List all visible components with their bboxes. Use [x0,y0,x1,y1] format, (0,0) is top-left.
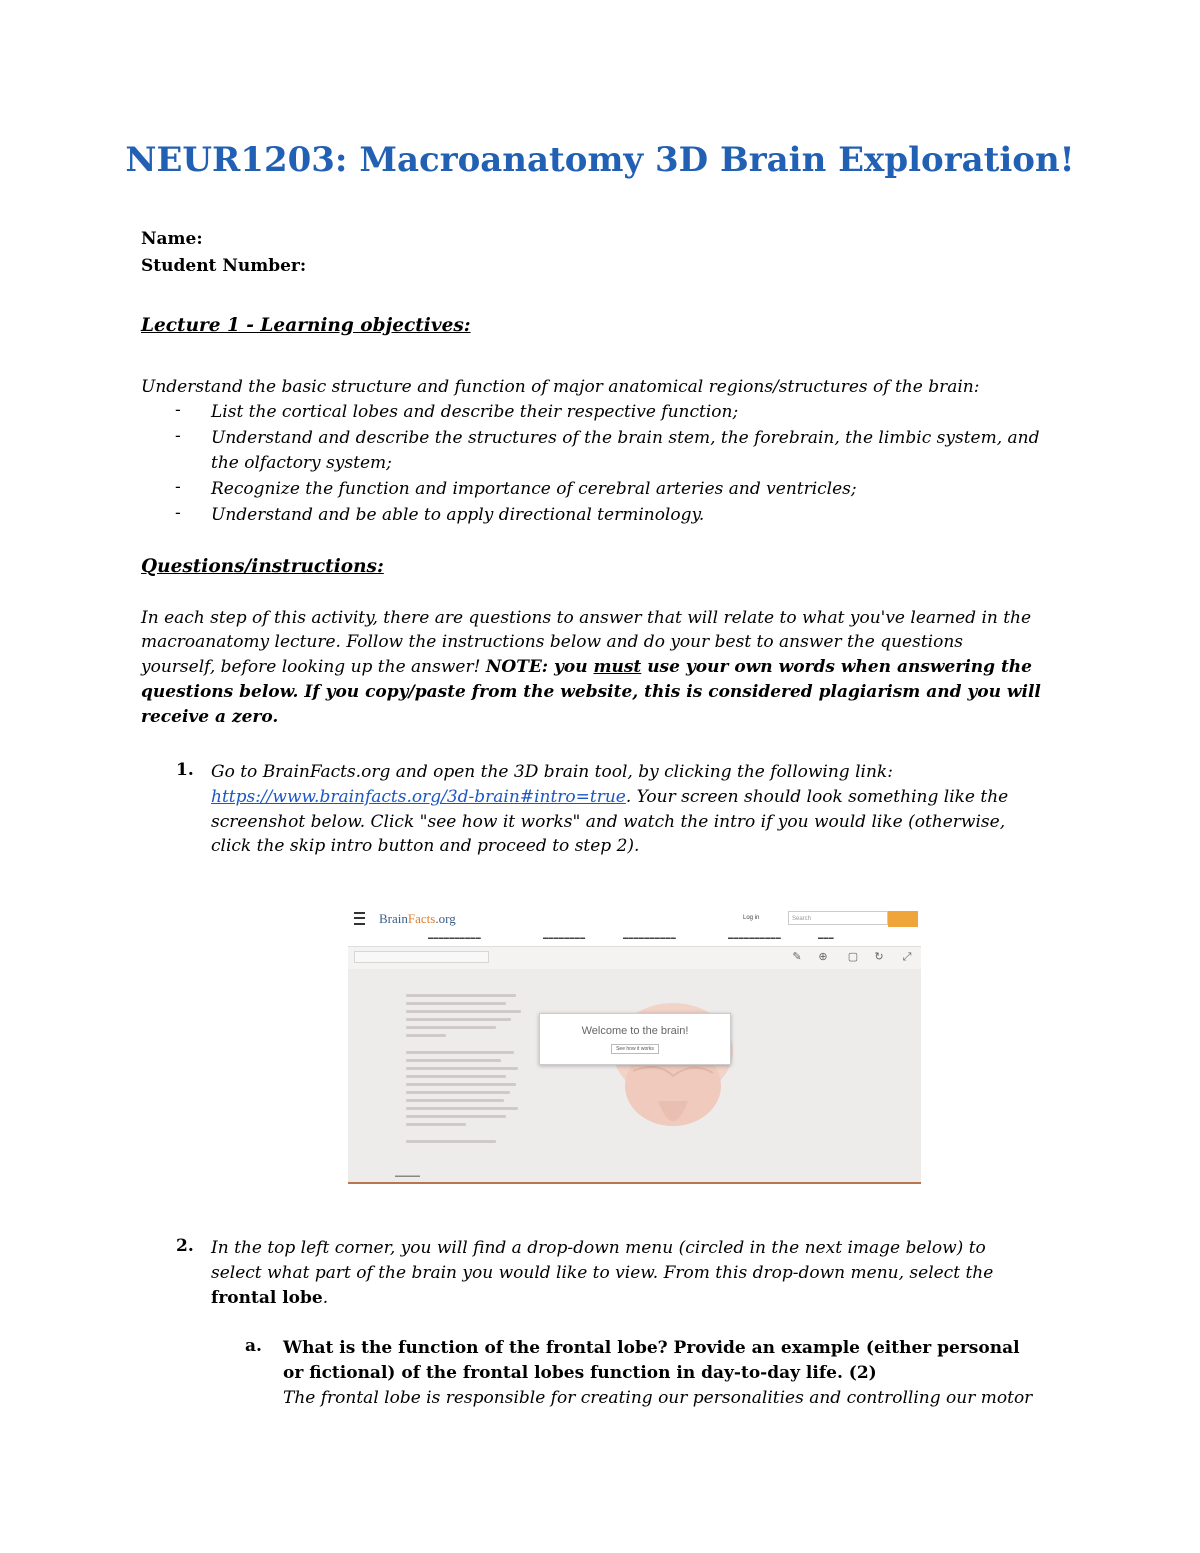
intro-line: macroanatomy lecture. Follow the instructions below and do your best to answer the questions [141,632,964,652]
search-input: Search [788,911,888,925]
rotate-icon: ↻ [874,951,884,963]
lecture-heading: Lecture 1 - Learning objectives: [141,315,471,336]
intro-line: receive a zero. [141,707,279,727]
intro-line: questions below. If you copy/paste from the website, this is considered plagiarism and you will [141,682,1041,702]
brainfacts-logo: BrainFacts.org [379,911,456,926]
objective-item: Understand and describe the structures of the brain stem, the forebrain, the limbic system, and [211,428,1040,448]
objective-item-continued: the olfactory system; [211,453,392,473]
questions-heading: Questions/instructions: [141,556,384,577]
step2-line: select what part of the brain you would like to view. From this drop-down menu, select the [211,1263,994,1283]
side-text [406,994,531,1148]
answer-text: The frontal lobe is responsible for creating our personalities and controlling our motor [283,1388,1033,1408]
objective-item: Recognize the function and importance of cerebral arteries and ventricles; [211,479,857,499]
intro-line: In each step of this activity, there are questions to answer that will relate to what you've learned in the [141,608,1032,628]
nav-item: ▬▬▬▬▬▬▬▬▬▬ [728,935,781,941]
login-link: Log in [743,915,760,921]
question-text: What is the function of the frontal lobe? Provide an example (either personal [283,1338,1020,1358]
step1-line [211,785,1008,810]
note-text: NOTE: you [485,657,594,677]
nav-item: ▬▬▬▬▬▬▬▬▬▬ [428,935,481,941]
search-button [888,911,918,927]
student-number-label: Student Number: [141,256,307,276]
brainfacts-screenshot [348,906,921,1184]
nav-item: ▬▬▬ [818,935,834,941]
region-dropdown [354,951,489,963]
nav-item: ▬▬▬▬▬▬▬▬ [543,935,586,941]
sub-question-letter: a. [245,1336,262,1356]
screenshot-toolbar [348,946,921,969]
step2-line: frontal lobe. [211,1288,329,1308]
step-number: 1. [176,760,194,780]
objective-item: Understand and be able to apply directional terminology. [211,505,705,525]
intro-line [141,655,1032,680]
bullet-dash: - [175,426,181,446]
welcome-title: Welcome to the brain! [581,1025,689,1037]
bullet-dash: - [175,400,181,420]
step-number: 2. [176,1236,194,1256]
step1-line: Go to BrainFacts.org and open the 3D brain tool, by clicking the following link: [211,762,893,782]
nav-item: ▬▬▬▬▬▬▬▬▬▬ [623,935,676,941]
screenshot-nav [348,932,921,946]
objectives-intro: Understand the basic structure and function of major anatomical regions/structures of the brain: [141,377,980,397]
bullet-dash: - [175,503,181,523]
step1-text: . Your screen should look something like the [625,787,1009,807]
menu-icon [354,912,365,925]
frontal-lobe-text: frontal lobe [211,1288,323,1308]
brainfacts-link[interactable]: https://www.brainfacts.org/3d-brain#intro=true [211,787,626,807]
note-text: use your own words when answering the [641,657,1032,677]
box-icon: ▢ [847,951,859,963]
see-how-it-works-button: See how it works [611,1044,659,1054]
name-label: Name: [141,229,203,249]
footer-text: ▬▬▬▬▬ [395,1173,420,1179]
welcome-dialog [539,1013,731,1065]
zoom-icon: ⊕ [818,951,828,963]
step1-line: click the skip intro button and proceed to step 2). [211,836,640,856]
step1-line: screenshot below. Click "see how it works" and watch the intro if you would like (otherwise, [211,812,1006,832]
screenshot-header [348,906,921,932]
pencil-icon: ✎ [792,951,802,963]
expand-icon: ⤢ [902,951,912,963]
must-text: must [593,657,642,677]
bullet-dash: - [175,477,181,497]
step2-line: In the top left corner, you will find a drop-down menu (circled in the next image below) to [211,1238,986,1258]
intro-text: yourself, before looking up the answer! [141,657,486,677]
page-title: NEUR1203: Macroanatomy 3D Brain Exploration! [125,140,1075,180]
question-text: or fictional) of the frontal lobes function in day-to-day life. (2) [283,1363,877,1383]
objective-item: List the cortical lobes and describe their respective function; [211,402,739,422]
